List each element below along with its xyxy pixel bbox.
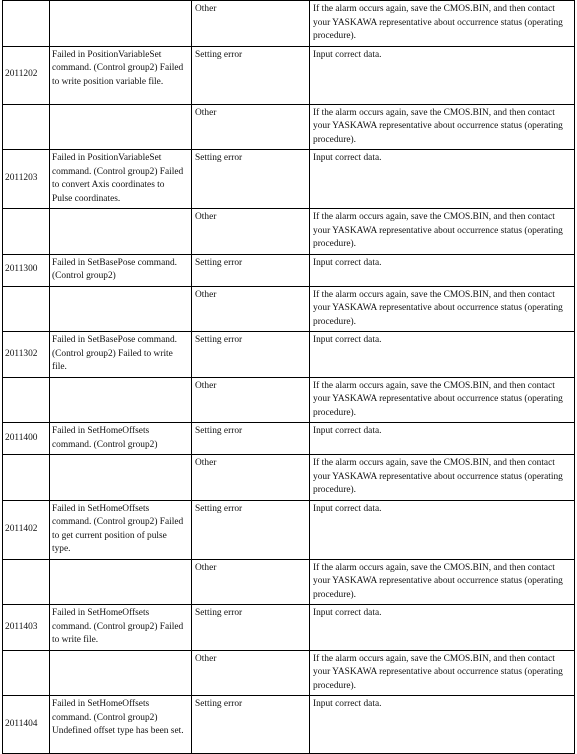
alarm-remedy-cell: Input correct data. bbox=[310, 605, 575, 651]
alarm-cause-cell: Other bbox=[192, 1, 310, 47]
alarm-remedy-cell: If the alarm occurs again, save the CMOS.BIN, and then contact your YASKAWA representative about occurrence status (operating procedure). bbox=[310, 286, 575, 332]
alarm-cause-cell: Setting error bbox=[192, 46, 310, 104]
alarm-message-cell: Failed in PositionVariableSet command. (Control group2) Failed to convert Axis coordinates to Pulse coordinates. bbox=[50, 150, 192, 209]
table-row bbox=[3, 104, 575, 150]
alarm-document bbox=[2, 0, 574, 750]
table-body bbox=[3, 1, 575, 754]
alarm-code-cell: 2011300 bbox=[3, 254, 50, 286]
alarm-message-cell bbox=[50, 104, 192, 150]
alarm-cause-cell: Setting error bbox=[192, 423, 310, 455]
alarm-code-cell: 2011203 bbox=[3, 150, 50, 209]
alarm-code-cell bbox=[3, 209, 50, 255]
alarm-cause-cell: Setting error bbox=[192, 500, 310, 559]
alarm-message-cell bbox=[50, 1, 192, 47]
table-row bbox=[3, 696, 575, 754]
alarm-message-cell bbox=[50, 455, 192, 501]
alarm-code-cell bbox=[3, 104, 50, 150]
alarm-code-cell: 2011302 bbox=[3, 332, 50, 378]
alarm-message-cell bbox=[50, 559, 192, 605]
alarm-message-cell: Failed in SetHomeOffsets command. (Control group2) Undefined offset type has been set. bbox=[50, 696, 192, 754]
alarm-code-cell: 2011402 bbox=[3, 500, 50, 559]
alarm-message-cell bbox=[50, 209, 192, 255]
alarm-cause-cell: Other bbox=[192, 455, 310, 501]
alarm-message-cell bbox=[50, 377, 192, 423]
alarm-table bbox=[2, 0, 575, 754]
alarm-remedy-cell: Input correct data. bbox=[310, 46, 575, 104]
alarm-remedy-cell: If the alarm occurs again, save the CMOS.BIN, and then contact your YASKAWA representative about occurrence status (operating procedure). bbox=[310, 104, 575, 150]
alarm-cause-cell: Other bbox=[192, 559, 310, 605]
alarm-remedy-cell: Input correct data. bbox=[310, 332, 575, 378]
table-row bbox=[3, 455, 575, 501]
alarm-code-cell bbox=[3, 650, 50, 696]
alarm-message-cell: Failed in SetHomeOffsets command. (Control group2) Failed to write file. bbox=[50, 605, 192, 651]
alarm-message-cell: Failed in SetBasePose command. (Control group2) Failed to write file. bbox=[50, 332, 192, 378]
table-row bbox=[3, 500, 575, 559]
table-row bbox=[3, 605, 575, 651]
alarm-cause-cell: Other bbox=[192, 209, 310, 255]
alarm-remedy-cell: Input correct data. bbox=[310, 423, 575, 455]
table-row bbox=[3, 332, 575, 378]
alarm-message-cell: Failed in SetBasePose command. (Control group2) bbox=[50, 254, 192, 286]
alarm-remedy-cell: If the alarm occurs again, save the CMOS.BIN, and then contact your YASKAWA representative about occurrence status (operating procedure). bbox=[310, 455, 575, 501]
alarm-cause-cell: Other bbox=[192, 377, 310, 423]
alarm-message-cell: Failed in SetHomeOffsets command. (Control group2) bbox=[50, 423, 192, 455]
table-row bbox=[3, 286, 575, 332]
alarm-message-cell bbox=[50, 286, 192, 332]
table-row bbox=[3, 254, 575, 286]
alarm-cause-cell: Setting error bbox=[192, 696, 310, 754]
alarm-message-cell: Failed in PositionVariableSet command. (Control group2) Failed to write position variable file. bbox=[50, 46, 192, 104]
alarm-code-cell: 2011202 bbox=[3, 46, 50, 104]
alarm-cause-cell: Other bbox=[192, 650, 310, 696]
alarm-cause-cell: Setting error bbox=[192, 254, 310, 286]
table-row bbox=[3, 209, 575, 255]
alarm-cause-cell: Setting error bbox=[192, 605, 310, 651]
alarm-remedy-cell: Input correct data. bbox=[310, 696, 575, 754]
alarm-code-cell bbox=[3, 455, 50, 501]
alarm-remedy-cell: Input correct data. bbox=[310, 500, 575, 559]
alarm-cause-cell: Other bbox=[192, 104, 310, 150]
alarm-message-cell bbox=[50, 650, 192, 696]
table-row bbox=[3, 1, 575, 47]
alarm-remedy-cell: If the alarm occurs again, save the CMOS.BIN, and then contact your YASKAWA representative about occurrence status (operating procedure). bbox=[310, 1, 575, 47]
alarm-remedy-cell: If the alarm occurs again, save the CMOS.BIN, and then contact your YASKAWA representative about occurrence status (operating procedure). bbox=[310, 650, 575, 696]
alarm-remedy-cell: If the alarm occurs again, save the CMOS.BIN, and then contact your YASKAWA representative about occurrence status (operating procedure). bbox=[310, 209, 575, 255]
alarm-code-cell bbox=[3, 1, 50, 47]
alarm-message-cell: Failed in SetHomeOffsets command. (Control group2) Failed to get current position of pulse type. bbox=[50, 500, 192, 559]
alarm-code-cell: 2011403 bbox=[3, 605, 50, 651]
table-row bbox=[3, 559, 575, 605]
alarm-code-cell bbox=[3, 286, 50, 332]
alarm-code-cell: 2011404 bbox=[3, 696, 50, 754]
table-row bbox=[3, 423, 575, 455]
alarm-remedy-cell: If the alarm occurs again, save the CMOS.BIN, and then contact your YASKAWA representative about occurrence status (operating procedure). bbox=[310, 559, 575, 605]
alarm-cause-cell: Other bbox=[192, 286, 310, 332]
alarm-code-cell: 2011400 bbox=[3, 423, 50, 455]
alarm-cause-cell: Setting error bbox=[192, 150, 310, 209]
table-row bbox=[3, 650, 575, 696]
alarm-remedy-cell: If the alarm occurs again, save the CMOS.BIN, and then contact your YASKAWA representative about occurrence status (operating procedure). bbox=[310, 377, 575, 423]
alarm-code-cell bbox=[3, 377, 50, 423]
alarm-cause-cell: Setting error bbox=[192, 332, 310, 378]
table-row bbox=[3, 377, 575, 423]
alarm-remedy-cell: Input correct data. bbox=[310, 254, 575, 286]
table-row bbox=[3, 150, 575, 209]
alarm-remedy-cell: Input correct data. bbox=[310, 150, 575, 209]
alarm-code-cell bbox=[3, 559, 50, 605]
table-row bbox=[3, 46, 575, 104]
